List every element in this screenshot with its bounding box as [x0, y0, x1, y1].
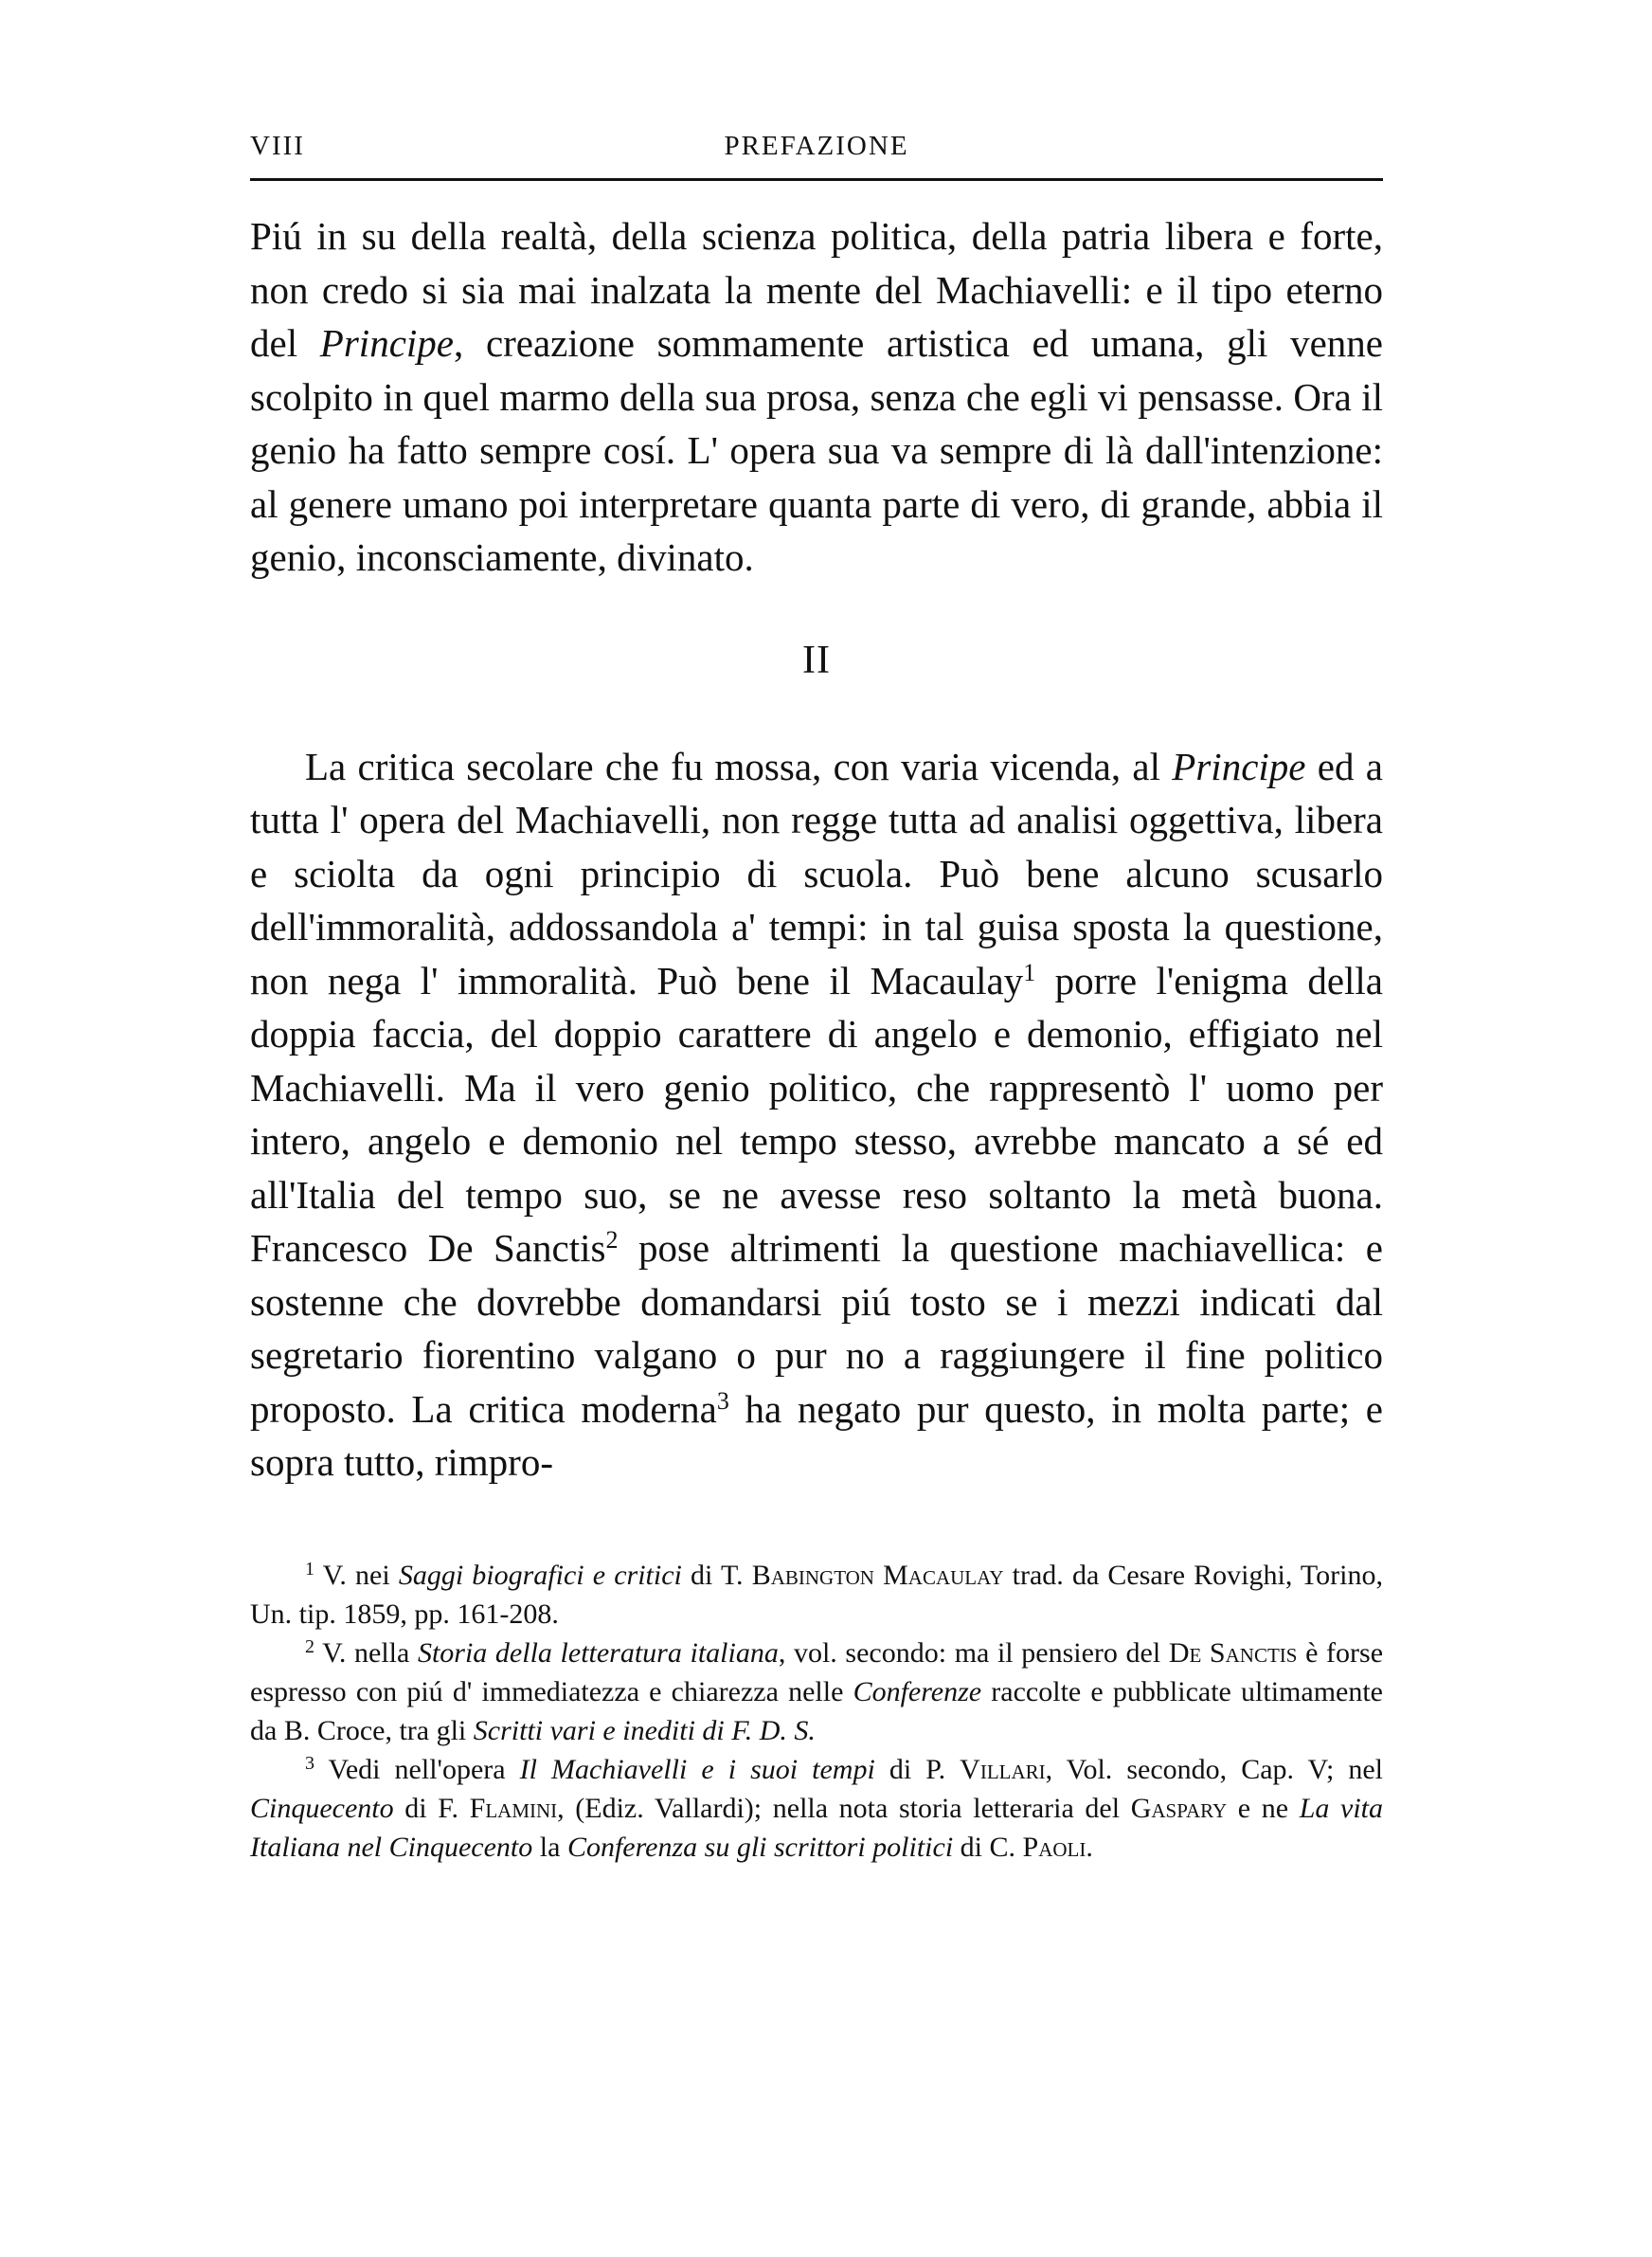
- author-name: Babington Macaulay: [751, 1559, 1004, 1591]
- text-run: .: [1086, 1831, 1093, 1863]
- italic-title: La vita Italiana nel Cinquecento: [250, 1792, 1383, 1863]
- text-run: La critica secolare che fu mossa, con varia vicenda, al: [305, 744, 1173, 788]
- italic-title: Principe: [1172, 744, 1306, 788]
- text-run: trad. da Cesare Rovighi, Torino, Un. tip. 1859, pp. 161-208.: [250, 1559, 1383, 1630]
- text-run: di C.: [953, 1831, 1023, 1863]
- text-run: pose altrimenti la questione machiavellica: e sostenne che dovrebbe domandarsi piú tosto se i mezzi indicati dal segretario fiorentino valgano o pur no a raggiungere il fine politico proposto. La critica moderna: [250, 1226, 1383, 1431]
- italic-title: Scritti vari e inediti di F. D. S.: [473, 1714, 816, 1746]
- paragraph-2: [250, 740, 1383, 1490]
- header-rule: [250, 178, 1383, 181]
- footnote-mark: 2: [305, 1635, 314, 1657]
- footnote-2: [250, 1634, 1383, 1750]
- text-run: porre l'enigma della doppia faccia, del doppio carattere di angelo e demonio, effigiato nel Machiavelli. Ma il vero genio politico, che rappresentò l' uomo per intero, angelo e demonio nel tempo stesso, avrebbe mancato a sé ed all'Italia del tempo suo, se ne avesse reso soltanto la metà buona. Francesco De Sanctis: [250, 958, 1384, 1270]
- text-run: di T.: [681, 1559, 752, 1591]
- page-header: [250, 121, 1383, 174]
- book-page: [250, 121, 1383, 1867]
- text-run: , creazione sommamente artistica ed umana, gli venne scolpito in quel marmo della sua prosa, senza che egli vi pensasse. Ora il genio ha fatto sempre cosí. L' opera sua va sempre di là dall'intenzione: al genere umano poi interpretare quanta parte di vero, di grande, abbia il genio, inconsciamente, divinato.: [250, 321, 1383, 579]
- text-run: Piú in su della realtà, della scienza politica, della patria libera e forte, non credo si sia mai inalzata la mente del Machiavelli: e il tipo eterno del: [250, 214, 1383, 365]
- footnote-3: [250, 1750, 1383, 1867]
- paragraph-1: [250, 209, 1383, 585]
- footnote-ref-3: 3: [716, 1386, 729, 1415]
- running-title: PREFAZIONE: [724, 131, 909, 161]
- text-run: di P.: [874, 1753, 961, 1785]
- text-run: ed a tutta l' opera del Machiavelli, non regge tutta ad analisi oggettiva, libera e sciolta da ogni principio di scuola. Può bene alcuno scusarlo dell'immoralità, addossandola a' tempi: in tal guisa sposta la questione, non nega l' immoralità. Può bene il Macaulay: [250, 744, 1383, 1002]
- author-name: Gaspary: [1130, 1792, 1228, 1824]
- footnotes: [250, 1556, 1383, 1867]
- page-number: VIII: [250, 131, 305, 161]
- footnote-ref-1: 1: [1023, 958, 1036, 986]
- author-name: Villari: [960, 1753, 1046, 1785]
- author-name: Flamini: [469, 1792, 558, 1824]
- footnote-mark: 1: [305, 1558, 314, 1580]
- text-run: Vedi nell'opera: [314, 1753, 520, 1785]
- italic-title: Conferenza su gli scrittori politici: [566, 1831, 954, 1863]
- text-run: e ne: [1227, 1792, 1300, 1824]
- footnote-mark: 3: [305, 1752, 314, 1774]
- footnote-1: [250, 1556, 1383, 1634]
- italic-title: Cinquecento: [250, 1792, 394, 1824]
- text-run: , Vol. secondo, Cap. V; nel: [1045, 1753, 1383, 1785]
- section-heading: II: [802, 638, 831, 682]
- text-run: ha negato pur questo, in molta parte; e sopra tutto, rimpro-: [250, 1386, 1383, 1484]
- author-name: De Sanctis: [1168, 1636, 1298, 1669]
- footnote-ref-2: 2: [605, 1226, 619, 1254]
- italic-title: Storia della letteratura italiana: [417, 1636, 779, 1669]
- italic-title: Principe: [319, 321, 454, 365]
- text-run: V. nei: [314, 1559, 399, 1591]
- italic-title: Il Machiavelli e i suoi tempi: [519, 1753, 875, 1785]
- italic-title: Conferenze: [853, 1675, 982, 1707]
- text-run: di F.: [393, 1792, 470, 1824]
- text-run: V. nella: [314, 1636, 418, 1669]
- text-run: è forse espresso con piú d' immediatezza e chiarezza nelle: [250, 1636, 1384, 1707]
- text-run: , vol. secondo: ma il pensiero del: [778, 1636, 1169, 1669]
- author-name: Paoli: [1022, 1831, 1086, 1863]
- text-run: la: [532, 1831, 567, 1863]
- text-run: raccolte e pubblicate ultimamente da B. Croce, tra gli: [250, 1675, 1383, 1746]
- italic-title: Saggi biografici e critici: [398, 1559, 682, 1591]
- text-run: , (Ediz. Vallardi); nella nota storia letteraria del: [557, 1792, 1131, 1824]
